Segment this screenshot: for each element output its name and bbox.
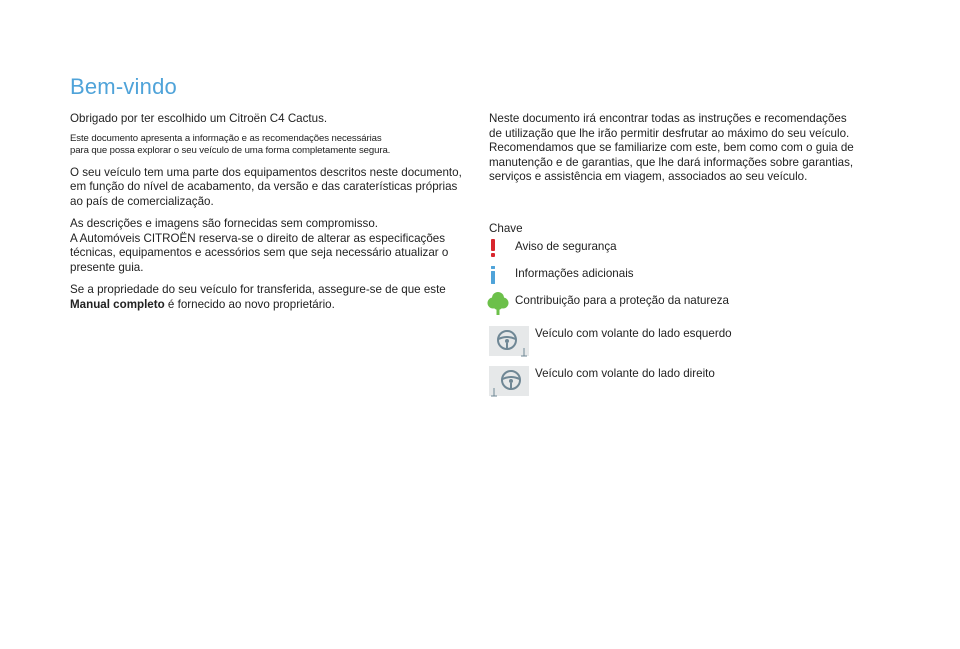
left-column xyxy=(70,112,465,320)
transfer-text xyxy=(70,283,465,312)
tree-icon xyxy=(487,291,509,320)
right-intro-line4: manutenção e de garantias, que lhe dará informações sobre garantias, xyxy=(489,155,854,169)
key-label-nature: Contribuição para a proteção da natureza xyxy=(515,294,729,307)
document-note-line1: Este documento apresenta a informação e as recomendações necessárias xyxy=(70,132,382,144)
right-intro-text xyxy=(489,112,889,185)
key-label-safety: Aviso de segurança xyxy=(515,240,617,253)
steering-wheel-right-icon xyxy=(489,366,529,398)
page-title: Bem-vindo xyxy=(70,74,177,99)
key-label-rhd: Veículo com volante do lado direito xyxy=(535,367,715,380)
document-note-line2: para que possa explorar o seu veículo de uma forma completamente segura. xyxy=(70,145,391,156)
right-intro-line1: Neste documento irá encontrar todas as instruções e recomendações xyxy=(489,112,847,125)
warning-icon xyxy=(489,239,497,262)
key-title: Chave xyxy=(489,222,523,235)
document-note xyxy=(70,133,465,158)
transfer-pre: Se a propriedade do seu veículo for transferida, assegure-se de que este xyxy=(70,283,446,296)
info-icon xyxy=(489,266,497,289)
disclaimer-line2: A Automóveis CITROËN reserva-se o direito de alterar as especificações técnicas, equipamentos e acessórios sem que seja necessário atualizar o presente guia. xyxy=(70,231,449,274)
equipment-text: O seu veículo tem uma parte dos equipamentos descritos neste documento, em função do nível de acabamento, da versão e das caraterísticas próprias ao país de comercialização. xyxy=(70,165,462,208)
right-column xyxy=(489,112,889,193)
right-intro-line5: serviços e assistência em viagem, associados ao seu veículo. xyxy=(489,170,808,183)
steering-wheel-left-icon xyxy=(489,326,529,358)
key-label-info: Informações adicionais xyxy=(515,267,634,280)
disclaimer-line1: As descrições e imagens são fornecidas sem compromisso. xyxy=(70,217,379,230)
right-intro-line3: Recomendamos que se familiarize com este, bem como com o guia de xyxy=(489,141,854,154)
disclaimer-text xyxy=(70,217,465,275)
key-label-lhd: Veículo com volante do lado esquerdo xyxy=(535,327,732,340)
right-intro-line2: de utilização que lhe irão permitir desfrutar ao máximo do seu veículo. xyxy=(489,126,850,140)
transfer-post: é fornecido ao novo proprietário. xyxy=(164,297,335,311)
manual-name: Manual completo xyxy=(70,297,165,311)
intro-text: Obrigado por ter escolhido um Citroën C4 Cactus. xyxy=(70,112,328,125)
